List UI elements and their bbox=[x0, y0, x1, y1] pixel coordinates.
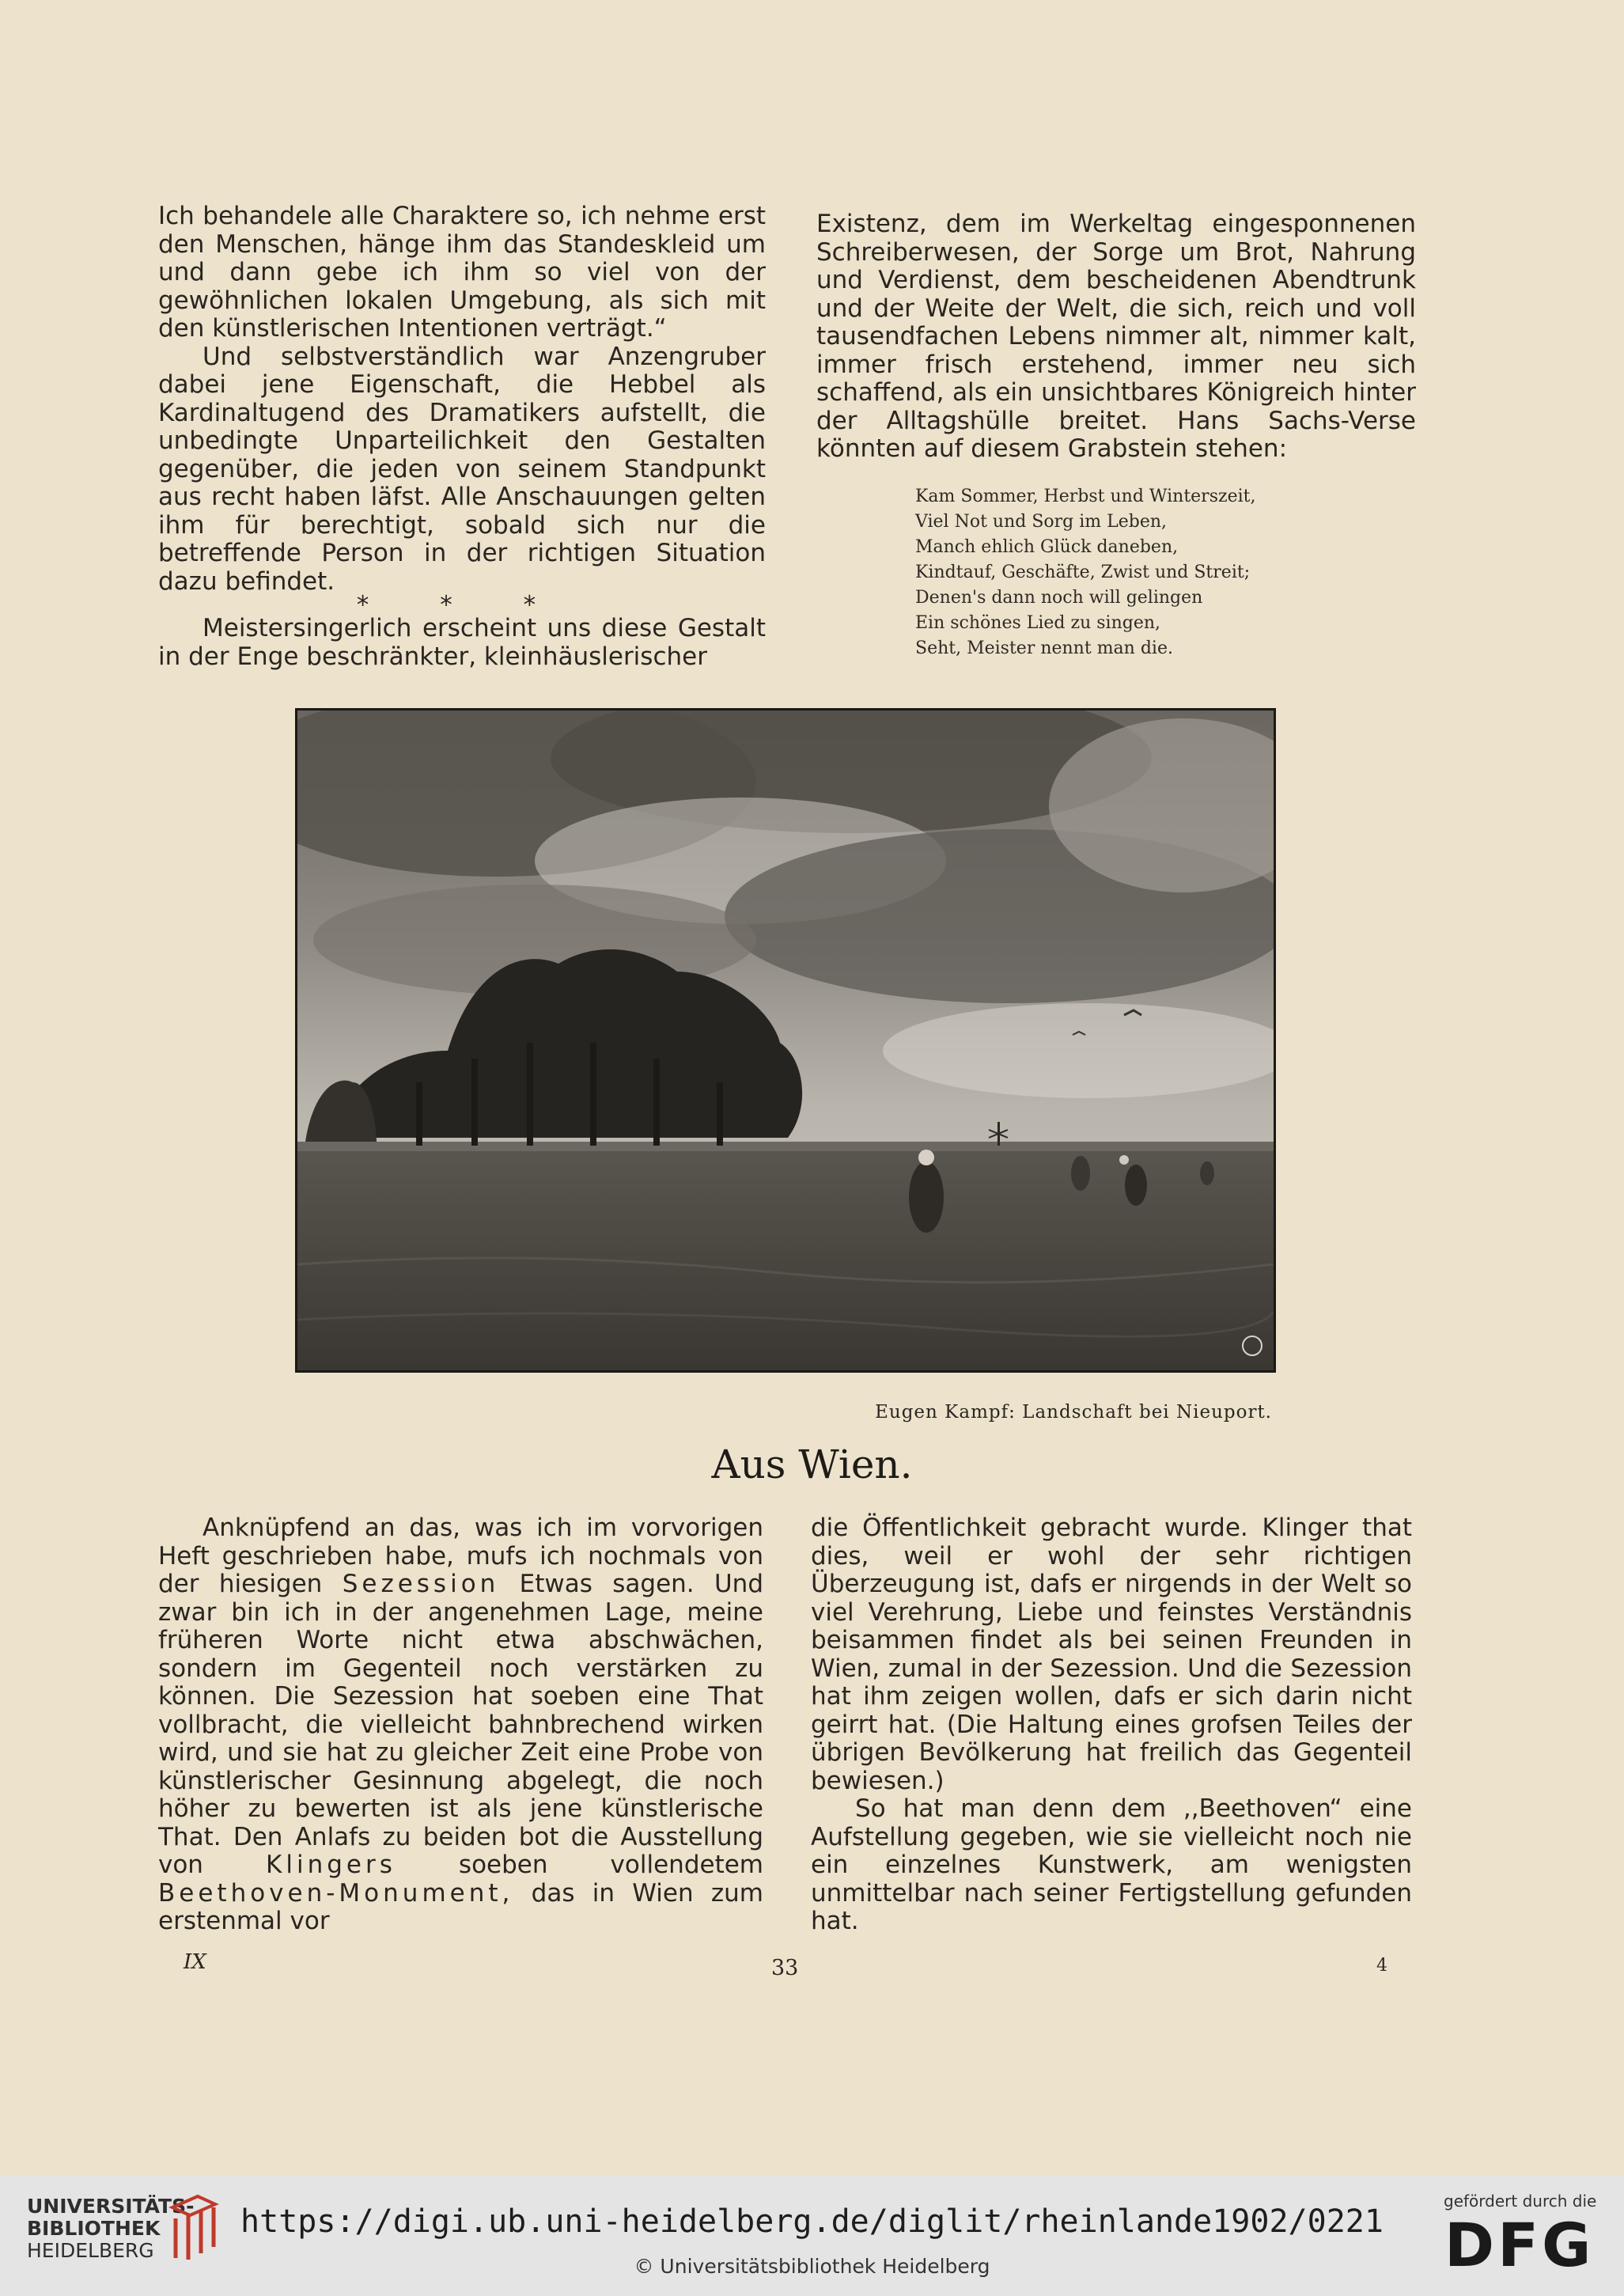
poem-line: Denen's dann noch will gelingen bbox=[915, 588, 1203, 608]
signature-mark: IX bbox=[184, 1950, 206, 1974]
right-column-top bbox=[816, 210, 1416, 464]
emphasis: Sezession bbox=[342, 1570, 500, 1598]
paragraph: Existenz, dem im Werkeltag eingesponnenen Schreiberwesen, der Sorge um Brot, Nahrung und Verdienst, dem bescheidenen Abendtrunk und der Weite der Welt, die sich, reich und voll tausendfachen Lebens nimmer alt, nimmer kalt, immer frisch erstehend, immer neu sich schaffend, als ein unsichtbares Königreich hinter der Alltagshülle breitet. Hans Sachs-Verse könnten auf diesem Grabstein stehen: bbox=[816, 210, 1416, 463]
poem bbox=[915, 484, 1255, 661]
left-column-top bbox=[158, 203, 766, 671]
paragraph: Meistersingerlich erscheint uns diese Gestalt in der Enge beschränkter, kleinhäuslerischer bbox=[158, 614, 766, 671]
paragraph bbox=[158, 1514, 763, 1936]
section-separator: * * * bbox=[356, 591, 568, 619]
page-number: 33 bbox=[771, 1956, 799, 1980]
dfg-logo: DFG bbox=[1444, 2210, 1595, 2280]
permalink[interactable]: https://digi.ub.uni-heidelberg.de/diglit/rheinlande1902/0221 bbox=[240, 2203, 1384, 2240]
text-run: Etwas sagen. Und zwar bin ich in der angenehmen Lage, meine früheren Worte nicht etwa abschwächen, sondern im Gegenteil noch verstärken zu können. Die Sezession hat soeben eine That vollbracht, die vielleicht bahnbrechend wirken wird, und sie hat zu gleicher Zeit eine Probe von künstlerischer Gesinnung abgelegt, die noch höher zu bewerten ist als jene künstlerische That. Den Anlafs zu beiden bot die Ausstellung von bbox=[158, 1570, 763, 1879]
poem-line: Ein schönes Lied zu singen, bbox=[915, 613, 1161, 633]
text-run: Anknüpfend an das, was ich im vorvorigen Heft geschrieben habe, mufs ich nochmals von der hiesigen bbox=[158, 1514, 763, 1598]
emphasis: Beethoven-Monument, bbox=[158, 1878, 514, 1908]
right-column-bottom bbox=[811, 1514, 1412, 1936]
copyright-notice: © Universitätsbibliothek Heidelberg bbox=[634, 2255, 990, 2278]
text-run: soeben vollendetem bbox=[458, 1851, 763, 1879]
article-heading: Aus Wien. bbox=[711, 1442, 913, 1487]
poem-line: Manch ehlich Glück daneben, bbox=[915, 537, 1179, 557]
library-name-line: UNIVERSITÄTS- bbox=[27, 2195, 195, 2218]
emphasis: Klingers bbox=[266, 1851, 396, 1879]
poem-line: Seht, Meister nennt man die. bbox=[915, 638, 1173, 658]
poem-line: Viel Not und Sorg im Leben, bbox=[915, 512, 1168, 532]
text-run: das in Wien zum erstenmal vor bbox=[158, 1878, 763, 1935]
image-caption: Eugen Kampf: Landschaft bei Nieuport. bbox=[875, 1402, 1272, 1423]
landscape-illustration bbox=[295, 708, 1276, 1373]
funding-note: gefördert durch die bbox=[1444, 2192, 1597, 2211]
poem-line: Kam Sommer, Herbst und Winterszeit, bbox=[915, 487, 1256, 506]
library-name-line: HEIDELBERG bbox=[27, 2239, 154, 2262]
paragraph: So hat man denn dem ,,Beethoven“ eine Aufstellung gegeben, wie sie vielleicht noch nie ein einzelnes Kunstwerk, am wenigsten unmittelbar nach seiner Fertigstellung gefunden hat. bbox=[811, 1794, 1412, 1935]
paragraph: Und selbstverständlich war Anzengruber dabei jene Eigenschaft, die Hebbel als Kardinaltugend des Dramatikers aufstellt, die unbedingte Unparteilichkeit den Gestalten gegenüber, die jeden von seinem Standpunkt aus recht haben läfst. Alle Anschauungen gelten ihm für berechtigt, sobald sich nur die betreffende Person in der richtigen Situation dazu befindet. bbox=[158, 342, 766, 596]
poem-line: Kindtauf, Geschäfte, Zwist und Streit; bbox=[915, 563, 1251, 582]
paragraph: Ich behandele alle Charaktere so, ich nehme erst den Menschen, hänge ihm das Standeskleid um und dann gebe ich ihm so viel von der gewöhnlichen lokalen Umgebung, als sich mit den künstlerischen Intentionen verträgt.“ bbox=[158, 202, 766, 343]
paragraph: die Öffentlichkeit gebracht wurde. Klinger that dies, weil er wohl der sehr richtigen Überzeugung ist, dafs er nirgends in der Welt so viel Verehrung, Liebe und feinstes Verständnis beisammen findet als bei seinen Freunden in Wien, zumal in der Sezession. Und die Sezession hat ihm zeigen wollen, dafs er sich darin nicht geirrt hat. (Die Haltung eines grofsen Teiles der übrigen Bevölkerung hat freilich das Gegenteil bewiesen.) bbox=[811, 1514, 1412, 1795]
library-name-line: BIBLIOTHEK bbox=[27, 2217, 161, 2240]
left-column-bottom bbox=[158, 1514, 763, 1936]
sheet-number: 4 bbox=[1376, 1956, 1387, 1976]
